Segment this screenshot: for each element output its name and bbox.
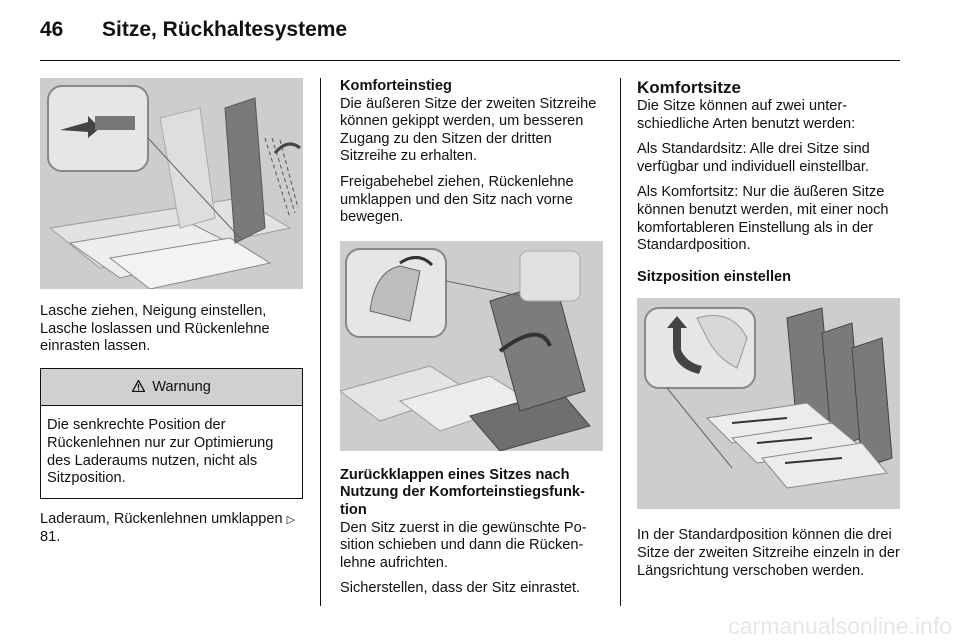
cross-reference [40,511,303,547]
column-3 [637,78,900,588]
page-number: 46 [40,18,64,41]
column-2 [340,78,603,606]
warning-text: Die senkrechte Position der Rückenlehnen nur zur Optimierung des Laderaums nutzen, nicht als Sitzposition. [47,417,274,487]
comfort-seats-paragraph-3: Als Komfortsitz: Nur die äußeren Sitze können benutzt werden, mit einer noch komfortableren Einstellung als in der Standardposition. [637,184,889,254]
warning-box [40,368,303,499]
fold-back-paragraph-1: Den Sitz zuerst in die gewünschte Position schieben und dann die Rückenlehne aufrichten. [340,519,587,571]
column-divider-1 [320,78,321,606]
seat-backrest-illustration [40,78,303,289]
fold-back-paragraph-2: Sicherstellen, dass der Sitz einrastet. [340,580,581,597]
cross-reference-page: 81. [40,529,61,546]
column-1 [40,78,303,555]
comfort-seats-paragraph-1: Die Sitze können auf zwei unterschiedliche Arten benutzt werden: [637,98,856,132]
page-header [40,18,347,42]
watermark: carmanualsonline.info [728,613,952,639]
cross-reference-text: Laderaum, Rückenlehnen umklappen [40,510,283,527]
warning-triangle-icon [132,379,149,395]
comfort-entry-heading: Komforteinstieg [340,78,452,94]
comfort-seats-paragraph-2: Als Standardsitz: Alle drei Sitze sind verfügbar und individuell einstellbar. [637,141,870,175]
warning-title: Warnung [152,378,211,395]
comfort-seats-heading: Komfortsitze [637,78,741,97]
fold-back-subheading: Zurückklappen eines Sitzes nach Nutzung der Komforteinstiegsfunktion [340,466,585,518]
seat-fold-illustration [340,241,603,451]
header-rule [40,60,900,61]
column-divider-2 [620,78,621,606]
standard-position-paragraph: In der Standardposition können die drei Sitze der zweiten Sitzreihe einzeln in der Längsrichtung verschoben werden. [637,527,900,579]
comfort-entry-paragraph-1: Die äußeren Sitze der zweiten Sitzreihe können gekippt werden, um besseren Zugang zu den Sitzen der dritten Sitzreihe zu erhalten. [340,95,597,165]
comfort-entry-paragraph-2: Freigabehebel ziehen, Rückenlehne umklappen und den Sitz nach vorne bewegen. [340,173,574,226]
seat-slide-illustration [637,298,900,509]
seat-position-subheading: Sitzposition einstellen [637,268,792,285]
page-ref-arrow-icon: ▷ [286,513,296,526]
page-title: Sitze, Rückhaltesysteme [102,18,348,41]
warning-header [41,369,302,407]
figure-caption: Lasche ziehen, Neigung einstellen, Lasche loslassen und Rückenlehne einrasten lassen. [40,303,270,355]
